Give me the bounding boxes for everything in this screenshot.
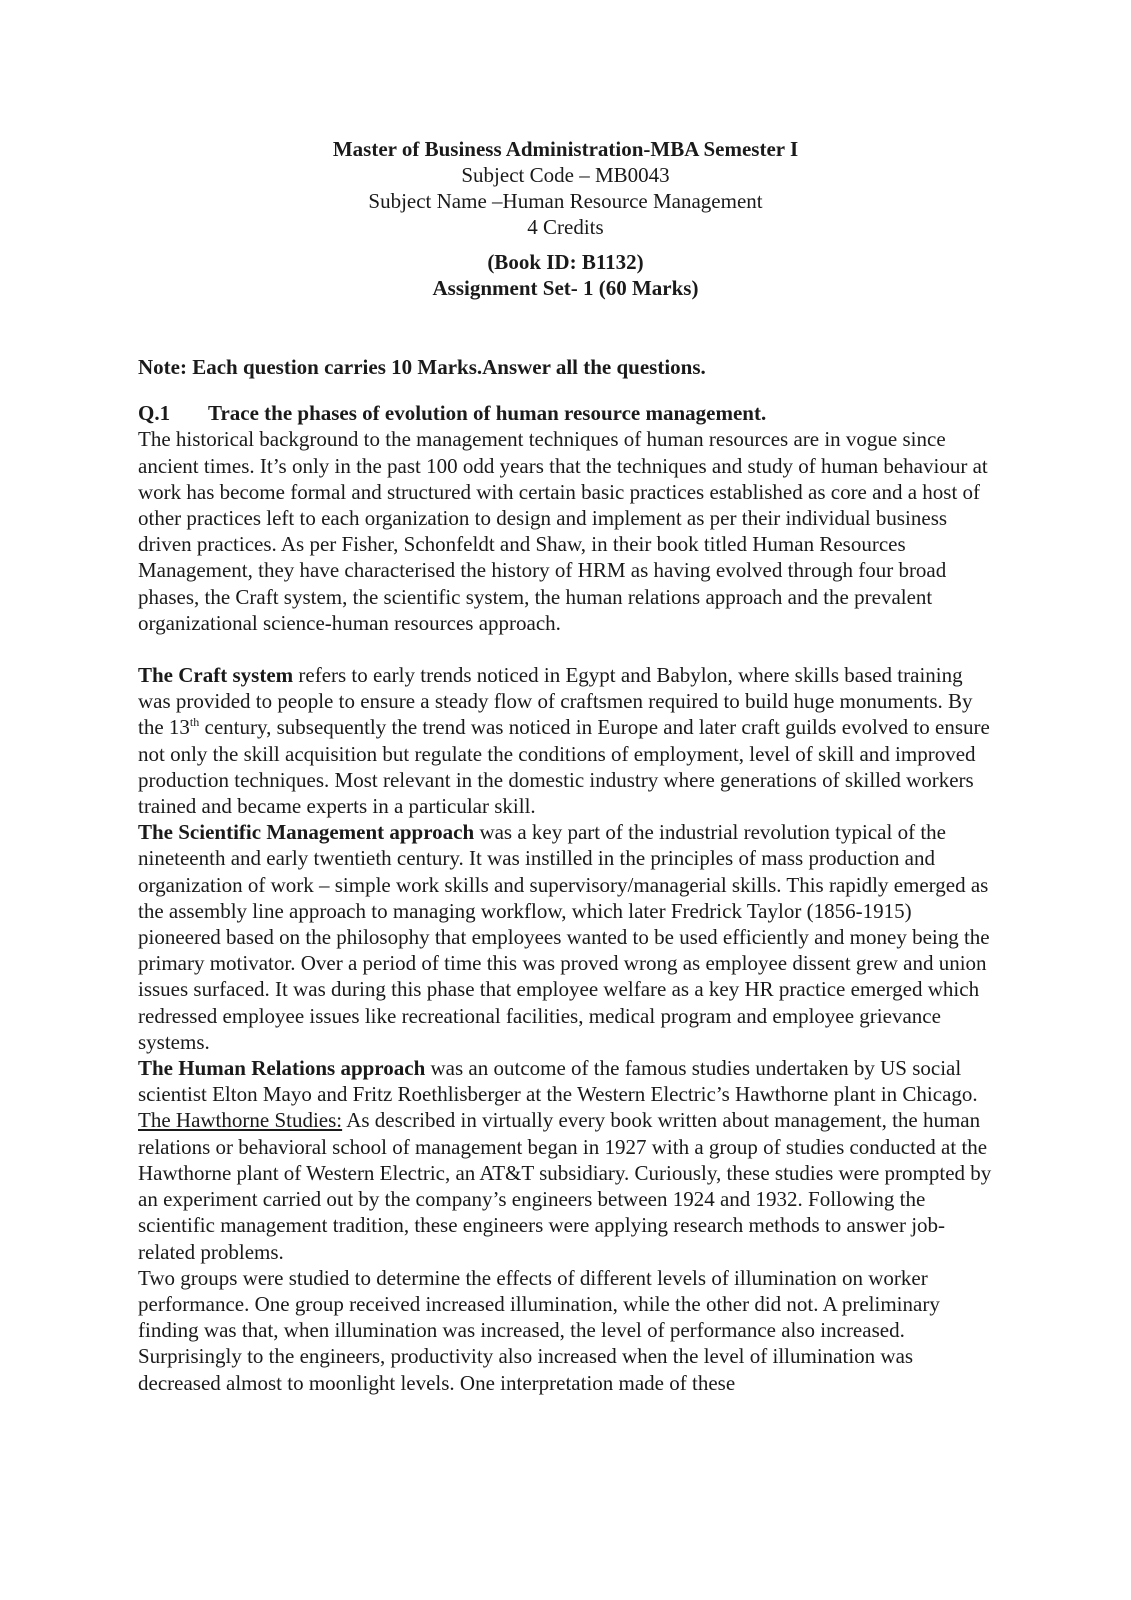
craft-text-b: century, subsequently the trend was noticed in Europe and later craft guilds evolved to ensure not only the skill acquisition but regulate the conditions of employment, level of skill and improved production techniques. Most relevant in the domestic industry where generations of skilled workers trained and became experts in a particular skill. <box>138 715 990 819</box>
craft-text-a: refers to early trends noticed in Egypt and Babylon, where skills based training was provided to people to ensure a steady flow of craftsmen required to build huge monuments. By the 13 <box>138 663 973 740</box>
hawthorne-paragraph <box>138 1107 998 1264</box>
credits: 4 Credits <box>527 215 604 239</box>
hawthorne-text: As described in virtually every book written about management, the human relations or behavioral school of management began in 1927 with a group of studies conducted at the Hawthorne plant of Western Electric, an AT&T subsidiary. Curiously, these studies were prompted by an experiment carried out by the company’s engineers between 1924 and 1932. Following the scientific management tradition, these engineers were applying research methods to answer job-related problems. <box>138 1108 992 1264</box>
question-title: Trace the phases of evolution of human resource management. <box>208 401 767 426</box>
craft-superscript: th <box>189 715 200 730</box>
scientific-text: was a key part of the industrial revolution typical of the nineteenth and early twentieth century. It was instilled in the principles of mass production and organization of work – simple work skills and supervisory/managerial skills. This rapidly emerged as the assembly line approach to managing workflow, which later Fredrick Taylor (1856-1915) pioneered based on the philosophy that employees wanted to be used efficiently and money being the primary motivator. Over a period of time this was proved wrong as employee dissent grew and union issues surfaced. It was during this phase that employee welfare as a key HR practice emerged which redressed employee issues like recreational facilities, medical program and employee grievance systems. <box>138 820 990 1054</box>
subject-code: Subject Code – MB0043 <box>461 163 670 187</box>
intro-paragraph: The historical background to the management techniques of human resources are in vogue since ancient times. It’s only in the past 100 odd years that the techniques and study of human behaviour at work has become formal and structured with certain basic practices established as core and a host of other practices left to each organization to design and implement as per their individual business driven practices. As per Fisher, Schonfeldt and Shaw, in their book titled Human Resources Management, they have characterised the history of HRM as having evolved through four broad phases, the Craft system, the scientific system, the human relations approach and the prevalent organizational science-human resources approach. <box>138 427 988 635</box>
craft-paragraph <box>138 662 998 819</box>
program-title: Master of Business Administration-MBA Semester I <box>332 137 799 161</box>
note-line: Note: Each question carries 10 Marks.Answer all the questions. <box>138 355 706 379</box>
document-body <box>138 354 998 1396</box>
subject-name: Subject Name –Human Resource Management <box>368 189 763 213</box>
scientific-paragraph <box>138 819 998 1055</box>
question-number: Q.1 <box>138 401 171 426</box>
question-heading <box>138 400 998 426</box>
groups-paragraph: Two groups were studied to determine the effects of different levels of illumination on worker performance. One group received increased illumination, while the other did not. A preliminary finding was that, when illumination was increased, the level of performance also increased. Surprisingly to the engineers, productivity also increased when the level of illumination was decreased almost to moonlight levels. One interpretation made of these <box>138 1265 940 1395</box>
human-relations-text: was an outcome of the famous studies undertaken by US social scientist Elton Mayo and Fritz Roethlisberger at the Western Electric’s Hawthorne plant in Chicago. <box>138 1056 978 1107</box>
craft-term: The Craft system <box>138 663 294 688</box>
scientific-term: The Scientific Management approach <box>138 820 475 845</box>
human-relations-paragraph <box>138 1055 998 1107</box>
assignment-set: Assignment Set- 1 (60 Marks) <box>432 276 699 300</box>
book-id: (Book ID: B1132) <box>487 250 644 274</box>
hawthorne-term: The Hawthorne Studies: <box>138 1108 343 1133</box>
human-relations-term: The Human Relations approach <box>138 1056 426 1081</box>
document-header <box>0 136 1131 301</box>
